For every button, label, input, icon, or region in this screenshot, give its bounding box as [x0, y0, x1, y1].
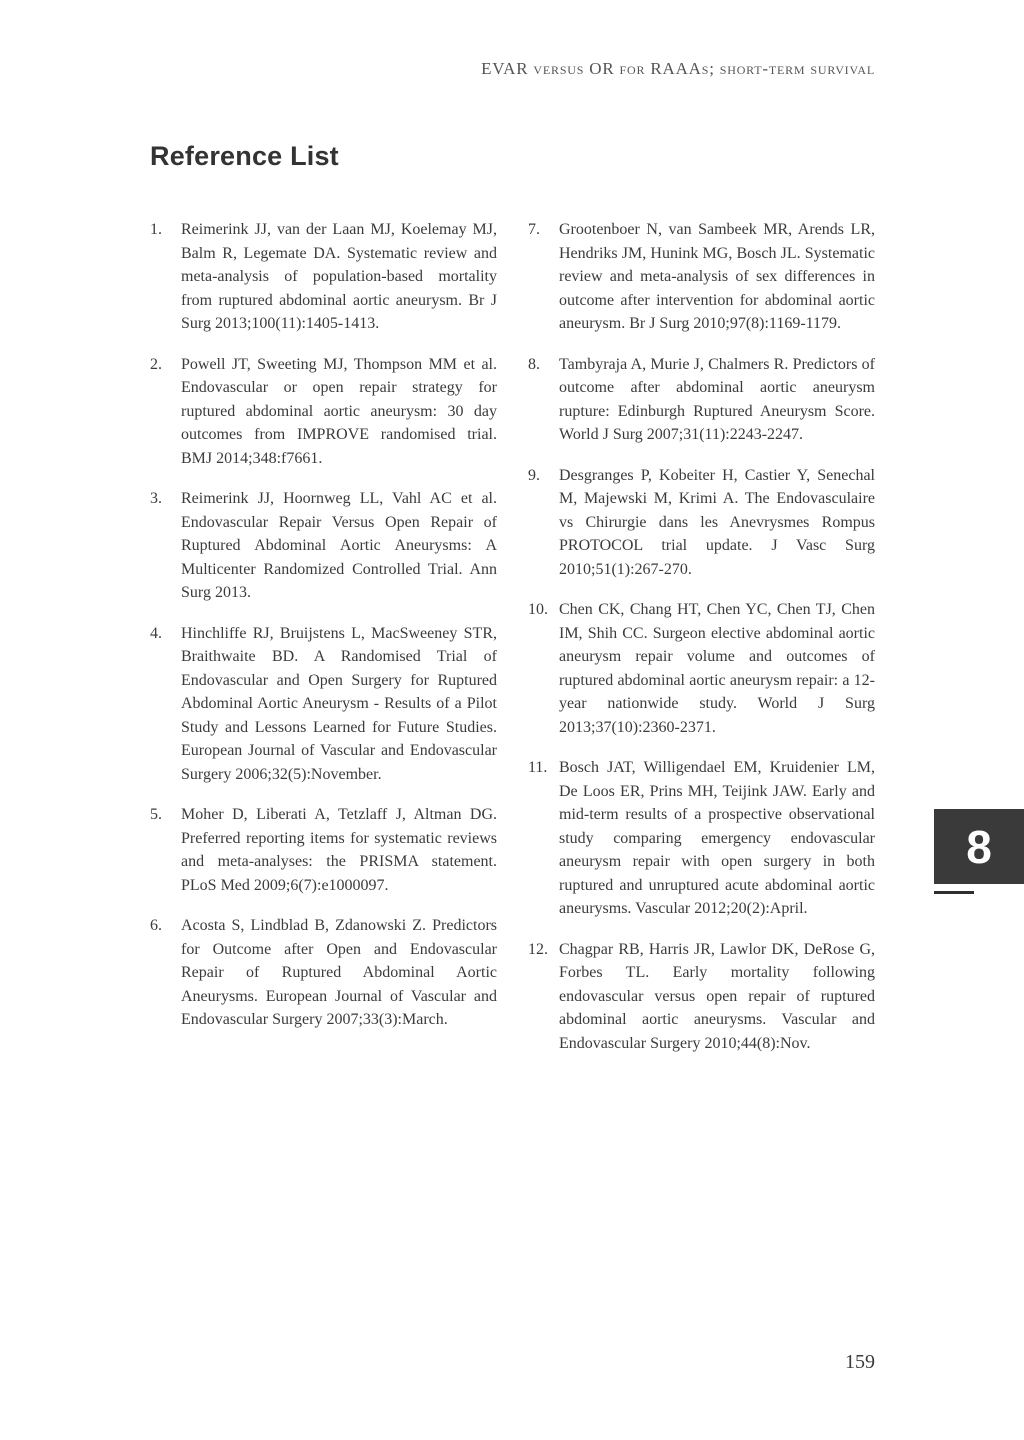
reference-number: 6.	[150, 917, 162, 934]
reference-item	[150, 487, 497, 605]
reference-item	[150, 914, 497, 1032]
reference-item	[528, 464, 875, 582]
reference-number: 2.	[150, 355, 162, 373]
reference-number: 5.	[150, 806, 162, 823]
reference-columns	[150, 218, 876, 1072]
right-column	[528, 218, 875, 1072]
page-title: Reference List	[150, 141, 339, 171]
reference-text: Tambyraja A, Murie J, Chalmers R. Predictors of outcome after abdominal aortic aneurysm rupture: Edinburgh Ruptured Aneurysm Score. World J Surg 2007;31(11):2243-2247.	[559, 355, 875, 443]
reference-item	[150, 622, 497, 787]
reference-number: 7.	[528, 221, 540, 238]
left-column	[150, 218, 497, 1072]
reference-item	[150, 803, 497, 897]
chapter-tab-underline	[934, 891, 974, 894]
reference-number: 11.	[528, 759, 548, 776]
reference-number: 3.	[150, 490, 162, 507]
reference-text: Desgranges P, Kobeiter H, Castier Y, Senechal M, Majewski M, Krimi A. The Endovasculaire vs Chirurgie dans les Anevrysmes Rompus PROTOCOL trial update. J Vasc Surg 2010;51(1):267-270.	[559, 466, 875, 578]
reference-text: Moher D, Liberati A, Tetzlaff J, Altman DG. Preferred reporting items for systematic reviews and meta-analyses: the PRISMA statement. PLoS Med 2009;6(7):e1000097.	[181, 806, 497, 894]
reference-text: Chen CK, Chang HT, Chen YC, Chen TJ, Chen IM, Shih CC. Surgeon elective abdominal aortic aneurysm repair volume and outcomes of ruptured abdominal aortic aneurysm repair: a 12-year nationwide study. World J Surg 2013;37(10):2360-2371.	[559, 601, 875, 736]
reference-item	[150, 218, 497, 336]
chapter-number: 8	[966, 820, 992, 873]
reference-item	[528, 353, 875, 447]
reference-text: Powell JT, Sweeting MJ, Thompson MM et al. Endovascular or open repair strategy for ruptured abdominal aortic aneurysm: 30 day outcomes from IMPROVE randomised trial. BMJ 2014;348:f7661.	[181, 355, 497, 467]
reference-text: Chagpar RB, Harris JR, Lawlor DK, DeRose G, Forbes TL. Early mortality following endovascular versus open repair of ruptured abdominal aortic aneurysms. Vascular and Endovascular Surgery 2010;44(8):Nov.	[559, 940, 875, 1052]
reference-text: Hinchliffe RJ, Bruijstens L, MacSweeney STR, Braithwaite BD. A Randomised Trial of Endovascular and Open Surgery for Ruptured Abdominal Aortic Aneurysm - Results of a Pilot Study and Lessons Learned for Future Studies. European Journal of Vascular and Endovascular Surgery 2006;32(5):November.	[181, 624, 497, 783]
reference-text: Grootenboer N, van Sambeek MR, Arends LR, Hendriks JM, Hunink MG, Bosch JL. Systematic review and meta-analysis of sex differences in outcome after intervention for abdominal aortic aneurysm. Br J Surg 2010;97(8):1169-1179.	[559, 221, 875, 332]
reference-number: 10.	[528, 601, 548, 618]
reference-item	[528, 756, 875, 921]
reference-number: 1.	[150, 221, 162, 238]
chapter-tab	[934, 809, 1024, 884]
reference-text: Reimerink JJ, van der Laan MJ, Koelemay MJ, Balm R, Legemate DA. Systematic review and meta-analysis of population-based mortality from ruptured abdominal aortic aneurysm. Br J Surg 2013;100(11):1405-1413.	[181, 221, 497, 332]
reference-text: Bosch JAT, Willigendael EM, Kruidenier LM, De Loos ER, Prins MH, Teijink JAW. Early and mid-term results of a prospective observational study comparing emergency endovascular aneurysm repair with open surgery in both ruptured and unruptured acute abdominal aortic aneurysms. Vascular 2012;20(2):April.	[559, 759, 875, 917]
reference-item	[150, 353, 497, 471]
reference-item	[528, 598, 875, 739]
reference-number: 8.	[528, 355, 540, 373]
reference-number: 4.	[150, 624, 162, 642]
reference-item	[528, 218, 875, 336]
page-number: 159	[845, 1351, 875, 1373]
running-head: EVAR versus OR for RAAAs; short-term survival	[481, 59, 875, 78]
reference-number: 12.	[528, 940, 548, 958]
reference-text: Reimerink JJ, Hoornweg LL, Vahl AC et al. Endovascular Repair Versus Open Repair of Ruptured Abdominal Aortic Aneurysms: A Multicenter Randomized Controlled Trial. Ann Surg 2013.	[181, 490, 497, 601]
reference-item	[528, 938, 875, 1056]
reference-number: 9.	[528, 466, 540, 484]
reference-text: Acosta S, Lindblad B, Zdanowski Z. Predictors for Outcome after Open and Endovascular Repair of Ruptured Abdominal Aortic Aneurysms. European Journal of Vascular and Endovascular Surgery 2007;33(3):March.	[181, 917, 497, 1028]
